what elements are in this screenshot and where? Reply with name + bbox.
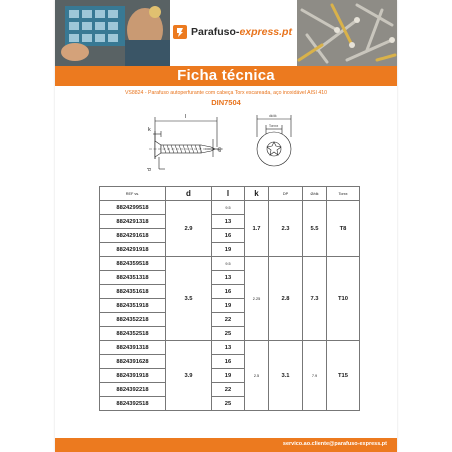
contact-email[interactable]: servico.ao.cliente@parafuso-express.pt — [282, 441, 387, 447]
cell-l: 9.5 — [212, 201, 245, 215]
product-description: VS8824 - Parafuso autoperfurante com cabeça Torx escareada, aço inoxidável AISI 410 — [124, 90, 328, 96]
cell-torx: T10 — [327, 257, 360, 341]
cell-l: 25 — [212, 397, 245, 411]
cell-ref: 8824352218 — [100, 313, 166, 327]
header-banner — [55, 0, 397, 66]
cell-l: 13 — [212, 341, 245, 355]
cell-l: 13 — [212, 271, 245, 285]
col-header-ref: REF vs. — [100, 187, 166, 201]
label-torx: Torxxx — [269, 124, 279, 128]
brand-name: Parafuso-express.pt — [191, 26, 292, 38]
cell-torx: T15 — [327, 341, 360, 411]
cell-torx: T8 — [327, 201, 360, 257]
cell-ref: 8824291618 — [100, 229, 166, 243]
brand-bolt-icon — [173, 25, 187, 39]
col-header-k: k — [245, 187, 269, 201]
col-header-torx: Torxx — [327, 187, 360, 201]
cell-l: 25 — [212, 327, 245, 341]
cell-ref: 8824359518 — [100, 257, 166, 271]
cell-l: 19 — [212, 243, 245, 257]
cell-ref: 8824392518 — [100, 397, 166, 411]
cell-ref: 8824291918 — [100, 243, 166, 257]
table-row — [100, 201, 360, 215]
table-row — [100, 257, 360, 271]
label-d: d — [147, 168, 153, 171]
cell-d: 2.9 — [166, 201, 212, 257]
page-title: Ficha técnica — [55, 66, 397, 86]
col-header-dp: DP — [269, 187, 303, 201]
cell-l: 19 — [212, 299, 245, 313]
cell-dk: 7.9 — [303, 341, 327, 411]
table-header-row — [100, 187, 360, 201]
cell-ref: 8824391628 — [100, 355, 166, 369]
cell-l: 16 — [212, 355, 245, 369]
cell-ref: 8824351318 — [100, 271, 166, 285]
cell-l: 16 — [212, 285, 245, 299]
cell-dp: 3.1 — [269, 341, 303, 411]
label-k: k — [148, 127, 151, 133]
cell-l: 22 — [212, 313, 245, 327]
cell-k: 2.25 — [245, 257, 269, 341]
label-dk: dk/dk — [269, 114, 277, 118]
cell-l: 19 — [212, 369, 245, 383]
cell-ref: 8824351918 — [100, 299, 166, 313]
cell-ref: 8824391318 — [100, 341, 166, 355]
col-header-l: l — [212, 187, 245, 201]
cell-dp: 2.3 — [269, 201, 303, 257]
cell-l: 9.5 — [212, 257, 245, 271]
col-header-d: d — [166, 187, 212, 201]
cell-d: 3.9 — [166, 341, 212, 411]
cell-dk: 7.3 — [303, 257, 327, 341]
standard-code: DIN7504 — [211, 98, 241, 107]
cell-ref: 8824299518 — [100, 201, 166, 215]
label-dp: dp — [217, 146, 222, 152]
cell-ref: 8824351618 — [100, 285, 166, 299]
cell-k: 2.5 — [245, 341, 269, 411]
cell-dk: 5.5 — [303, 201, 327, 257]
cell-ref: 8824391918 — [100, 369, 166, 383]
cell-dp: 2.8 — [269, 257, 303, 341]
cell-ref: 8824392218 — [100, 383, 166, 397]
cell-k: 1.7 — [245, 201, 269, 257]
brand-logo — [173, 20, 298, 44]
cell-l: 16 — [212, 229, 245, 243]
label-l: l — [185, 114, 187, 120]
workshop-photo — [55, 0, 170, 66]
cell-ref: 8824291318 — [100, 215, 166, 229]
table-row — [100, 341, 360, 355]
cell-l: 13 — [212, 215, 245, 229]
screws-photo — [297, 0, 397, 66]
col-header-dk: Ø/dk — [303, 187, 327, 201]
datasheet-page — [55, 0, 397, 452]
footer-bar — [55, 438, 397, 452]
screw-technical-drawing — [145, 107, 307, 179]
cell-l: 22 — [212, 383, 245, 397]
cell-ref: 8824352518 — [100, 327, 166, 341]
cell-d: 3.5 — [166, 257, 212, 341]
specification-table — [99, 186, 360, 411]
